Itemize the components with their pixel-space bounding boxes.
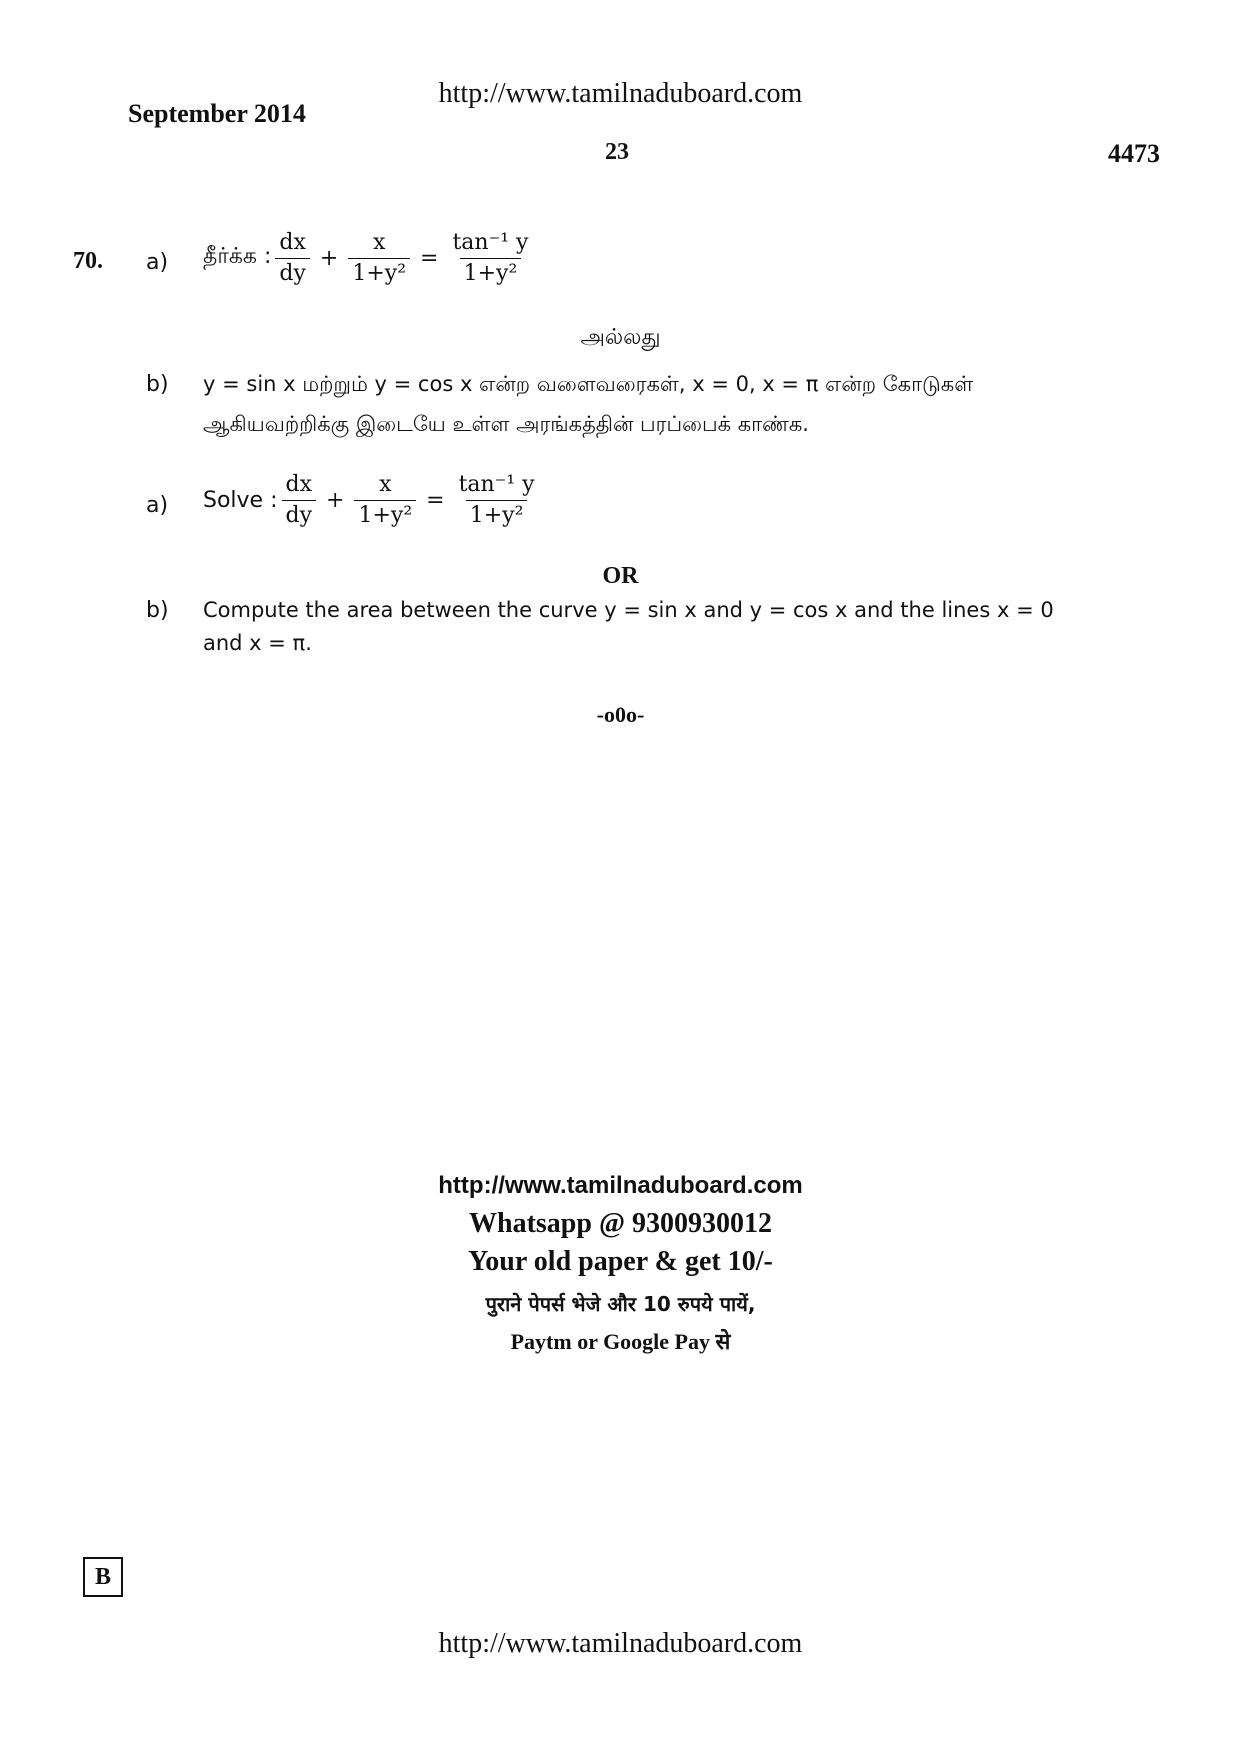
part-b-english-line1: Compute the area between the curve y = sin x and y = cos x and the lines x = 0: [203, 598, 1054, 622]
fraction-dx-dy: $\frac{dx}{dy}$: [275, 228, 310, 288]
paper-set-box: B: [83, 1557, 123, 1597]
paper-code: 4473: [1108, 139, 1160, 168]
fraction-x-over-en: $\frac{x}{\text{1+y²}}$: [354, 470, 416, 530]
solve-prefix-tamil: தீர்க்க :: [203, 244, 272, 270]
part-b-tamil-label: b): [146, 372, 169, 397]
footer-payment: Paytm or Google Pay से: [510, 1329, 731, 1354]
fraction-tan-en: $\frac{\text{tan⁻¹ y}}{\text{1+y²}}$: [455, 470, 539, 530]
part-a-english-label: a): [146, 493, 169, 518]
bottom-url: http://www.tamilnaduboard.com: [438, 1628, 803, 1659]
exam-date: September 2014: [128, 99, 306, 128]
part-b-english-label: b): [146, 598, 169, 623]
fraction-dx-dy-en: $\frac{dx}{dy}$: [282, 470, 317, 530]
question-number: 70.: [73, 248, 103, 274]
part-b-tamil-line2: ஆகியவற்றிக்கு இடையே உள்ள அரங்கத்தின் பரப்பைக் காண்க.: [203, 412, 809, 436]
footer-url: http://www.tamilnaduboard.com: [438, 1172, 803, 1199]
fraction-x-over: $\frac{x}{\text{1+y²}}$: [348, 228, 410, 288]
equation-tamil: தீர்க்க : $\frac{dx}{dy}$ + $\frac{x}{\text{1+y²}}$ = $\frac{\text{tan⁻¹ y}}{\text{1+y²}}$: [203, 228, 536, 288]
or-separator-english: OR: [602, 563, 639, 589]
page-number: 23: [605, 139, 629, 165]
solve-prefix-english: Solve :: [203, 487, 278, 513]
part-b-tamil-line1: y = sin x மற்றும் y = cos x என்ற வளைவரைகள், x = 0, x = π என்ற கோடுகள்: [203, 372, 974, 396]
or-separator-tamil: அல்லது: [580, 325, 661, 350]
footer-hindi: पुराने पेपर्स भेजे और 10 रुपये पायें,: [485, 1292, 756, 1316]
top-url: http://www.tamilnaduboard.com: [438, 78, 803, 109]
footer-offer: Your old paper & get 10/-: [468, 1246, 773, 1277]
end-mark: -o0o-: [596, 702, 645, 727]
fraction-tan: $\frac{\text{tan⁻¹ y}}{\text{1+y²}}$: [448, 228, 532, 288]
footer-whatsapp: Whatsapp @ 9300930012: [469, 1208, 772, 1239]
part-b-english-line2: and x = π.: [203, 631, 312, 655]
equation-english: Solve : $\frac{dx}{dy}$ + $\frac{x}{\text{1+y²}}$ = $\frac{\text{tan⁻¹ y}}{\text{1+y²}}$: [203, 470, 543, 530]
part-a-tamil-label: a): [146, 250, 169, 275]
